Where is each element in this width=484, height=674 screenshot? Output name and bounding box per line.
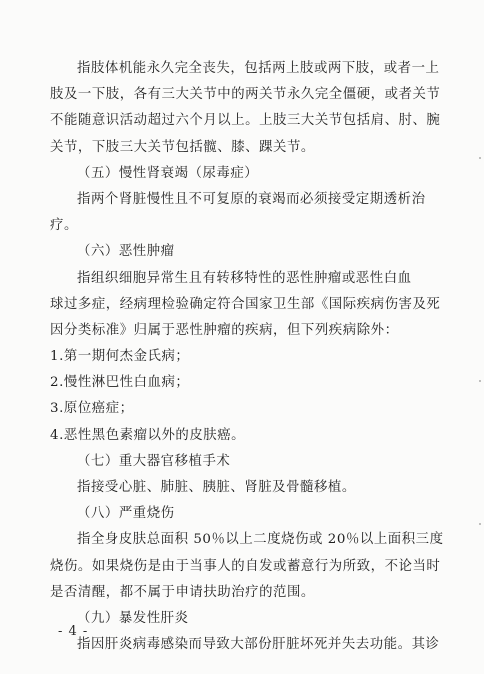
body-line: 疗。 <box>50 218 78 234</box>
section-heading: （六）恶性肿瘤 <box>77 244 175 260</box>
body-line: 不能随意识活动超过六个月以上。上肢三大关节包括肩、肘、腕 <box>50 113 441 129</box>
list-item: 3.原位癌症； <box>50 401 134 417</box>
list-item: 4.恶性黑色素瘤以外的皮肤癌。 <box>50 427 246 443</box>
body-line: 球过多症，经病理检验确定符合国家卫生部《国际疾病伤害及死 <box>50 296 441 312</box>
scan-speck <box>479 523 481 525</box>
body-line: 指全身皮肤总面积 50％以上二度烧伤或 20％以上面积三度 <box>77 532 444 548</box>
body-line: 关节，下肢三大关节包括髋、膝、踝关节。 <box>50 139 315 155</box>
scan-speck <box>479 157 481 159</box>
document-body <box>50 56 442 658</box>
list-item: 1.第一期何杰金氏病； <box>50 349 190 365</box>
list-item: 2.慢性淋巴性白血病； <box>50 375 190 391</box>
body-line: 指因肝炎病毒感染而导致大部份肝脏坏死并失去功能。其诊 <box>77 637 440 653</box>
section-heading: （八）严重烧伤 <box>77 506 175 522</box>
body-line: 肢及一下肢，各有三大关节中的两关节永久完全僵硬，或者关节 <box>50 87 441 103</box>
scan-speck <box>479 380 481 382</box>
body-line: 烧伤。如果烧伤是由于当事人的自发或蓄意行为所致，不论当时 <box>50 558 441 574</box>
body-line: 因分类标准》归属于恶性肿瘤的疾病，但下列疾病除外： <box>50 322 399 338</box>
section-heading: （五）慢性肾衰竭（尿毒症） <box>77 165 259 181</box>
body-line: 指两个肾脏慢性且不可复原的衰竭而必须接受定期透析治 <box>77 191 426 207</box>
body-line: 是否清醒，都不属于申请扶助治疗的范围。 <box>50 584 315 600</box>
page-number: - 4 - <box>58 624 89 639</box>
section-heading: （七）重大器官移植手术 <box>77 453 231 469</box>
body-line: 指组织细胞异常生且有转移特性的恶性肿瘤或恶性白血 <box>77 270 412 286</box>
section-heading: （九）暴发性肝炎 <box>77 610 189 626</box>
body-line: 指肢体机能永久完全丧失，包括两上肢或两下肢，或者一上 <box>77 61 440 76</box>
body-line: 指接受心脏、肺脏、胰脏、肾脏及骨髓移植。 <box>77 480 356 495</box>
